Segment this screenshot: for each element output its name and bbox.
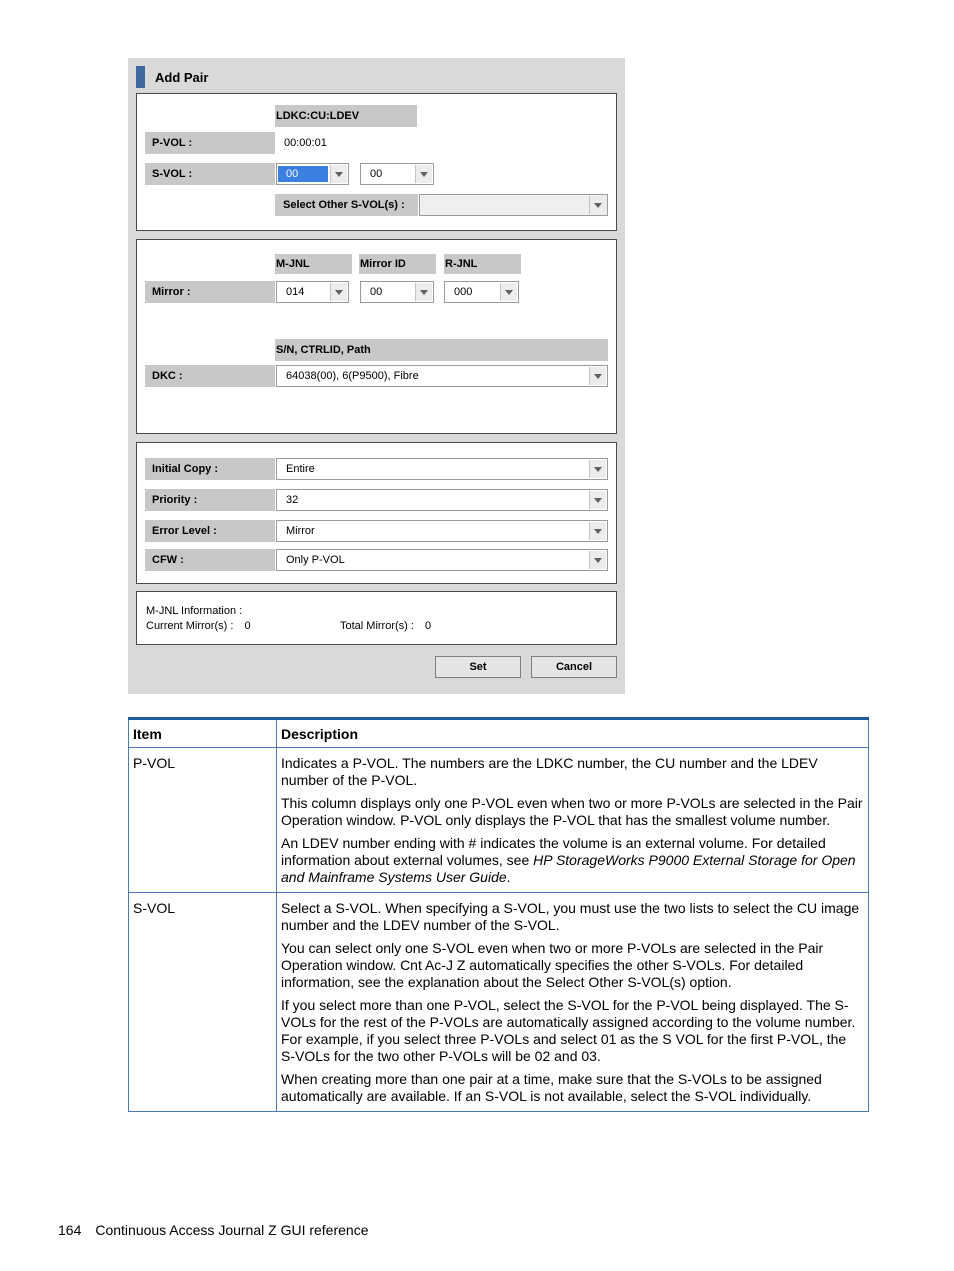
guide-title: HP StorageWorks P9000 External Storage for Open and Mainframe Systems User Guide [281, 852, 856, 885]
svol-label: S-VOL : [145, 163, 275, 185]
svol-cu-select[interactable] [276, 163, 349, 185]
description-paragraph: This column displays only one P-VOL even when two or more P-VOLs are selected in the Pair Operation window. P-VOL only displays the P-VOL that has the smallest volume number. [281, 795, 863, 828]
rjnl-value: 000 [454, 286, 473, 298]
description-cell [277, 748, 869, 893]
add-pair-dialog [128, 58, 625, 694]
dkc-select[interactable] [276, 365, 608, 387]
description-table [128, 717, 869, 1112]
error-level-select[interactable] [276, 520, 608, 542]
chevron-down-icon [415, 165, 432, 183]
section-title: Continuous Access Journal Z GUI reference [95, 1222, 369, 1238]
priority-label: Priority : [145, 489, 275, 511]
cfw-value: Only P-VOL [286, 554, 345, 566]
mirror-panel [136, 239, 617, 434]
cancel-button[interactable]: Cancel [531, 656, 617, 678]
mjnl-value: 014 [286, 286, 305, 298]
mjnl-header: M-JNL [275, 254, 352, 274]
dialog-title: Add Pair [155, 70, 209, 85]
description-text: . [506, 869, 511, 885]
description-paragraph [281, 835, 864, 886]
rjnl-header: R-JNL [444, 254, 521, 274]
table-header-row [129, 719, 869, 748]
total-mirrors-label: Total Mirror(s) : [340, 620, 414, 632]
mirror-id-header: Mirror ID [359, 254, 436, 274]
item-cell: S-VOL [129, 893, 277, 1112]
cfw-label: CFW : [145, 549, 275, 571]
description-column-header: Description [277, 719, 869, 748]
mirror-id-value: 00 [370, 286, 383, 298]
description-paragraph: Select a S-VOL. When specifying a S-VOL, you must use the two lists to select the CU image number and the LDEV number of the S-VOL. [281, 900, 860, 933]
page-number: 164 [58, 1222, 82, 1238]
mjnl-info-panel [136, 591, 617, 645]
total-mirrors [340, 619, 431, 633]
chevron-down-icon [589, 367, 606, 385]
description-text: An LDEV number ending with # indicates the volume is an external volume. For detailed information about external volumes, see [281, 835, 826, 868]
rjnl-select[interactable] [444, 281, 519, 303]
volume-panel [136, 93, 617, 231]
item-cell: P-VOL [129, 748, 277, 893]
current-mirrors-value: 0 [244, 620, 251, 632]
description-paragraph: When creating more than one pair at a time, make sure that the S-VOLs to be assigned automatically are available. If an S-VOL is not available, select the S-VOL individually. [281, 1071, 822, 1104]
chevron-down-icon [500, 283, 517, 301]
item-column-header: Item [129, 719, 277, 748]
chevron-down-icon [589, 460, 606, 478]
dkc-label: DKC : [145, 365, 275, 387]
mjnl-info-label: M-JNL Information : [146, 605, 243, 617]
select-other-svol-label: Select Other S-VOL(s) : [275, 194, 418, 216]
description-paragraph: You can select only one S-VOL even when two or more P-VOLs are selected in the Pair Operation window. Cnt Ac-J Z automatically specifies the other S-VOLs. For detailed information, see the explanation about the Select Other S-VOL(s) option. [281, 940, 824, 990]
svol-ldev-select[interactable] [360, 163, 434, 185]
select-other-svol-select[interactable] [419, 194, 608, 216]
initial-copy-select[interactable] [276, 458, 608, 480]
table-row [129, 893, 869, 1112]
svol-cu-value: 00 [278, 166, 328, 182]
cfw-select[interactable] [276, 549, 608, 571]
current-mirrors-label: Current Mirror(s) : [146, 620, 234, 632]
priority-select[interactable] [276, 489, 608, 511]
chevron-down-icon [330, 165, 347, 183]
chevron-down-icon [589, 551, 606, 569]
title-accent-bar [136, 66, 145, 88]
description-paragraph: If you select more than one P-VOL, select the S-VOL for the P-VOL being displayed. The S-VOLs for the rest of the P-VOLs are automatically assigned according to the volume number. For example, if you select three P-VOLs and select 01 as the S VOL for the first P-VOL, the S-VOLs for the two other P-VOLs will be 02 and 03. [281, 997, 856, 1064]
dkc-value: 64038(00), 6(P9500), Fibre [286, 370, 419, 382]
set-button[interactable]: Set [435, 656, 521, 678]
page-footer [58, 1222, 369, 1238]
mirror-label: Mirror : [145, 281, 275, 303]
chevron-down-icon [589, 522, 606, 540]
description-paragraph: Indicates a P-VOL. The numbers are the LDKC number, the CU number and the LDEV number of the P-VOL. [281, 755, 818, 788]
mirror-id-select[interactable] [360, 281, 434, 303]
chevron-down-icon [330, 283, 347, 301]
table-row [129, 748, 869, 893]
description-cell [277, 893, 869, 1112]
error-level-label: Error Level : [145, 520, 275, 542]
current-mirrors [146, 619, 251, 633]
initial-copy-label: Initial Copy : [145, 458, 275, 480]
chevron-down-icon [589, 196, 606, 214]
dkc-header: S/N, CTRLID, Path [275, 339, 608, 361]
priority-value: 32 [286, 494, 299, 506]
pvol-value: 00:00:01 [284, 137, 327, 149]
options-panel [136, 442, 617, 584]
chevron-down-icon [589, 491, 606, 509]
total-mirrors-value: 0 [425, 620, 432, 632]
chevron-down-icon [415, 283, 432, 301]
svol-ldev-value: 00 [370, 168, 383, 180]
mjnl-select[interactable] [276, 281, 349, 303]
initial-copy-value: Entire [286, 463, 315, 475]
error-level-value: Mirror [286, 525, 315, 537]
ldkc-header: LDKC:CU:LDEV [275, 105, 417, 127]
pvol-label: P-VOL : [145, 132, 275, 154]
